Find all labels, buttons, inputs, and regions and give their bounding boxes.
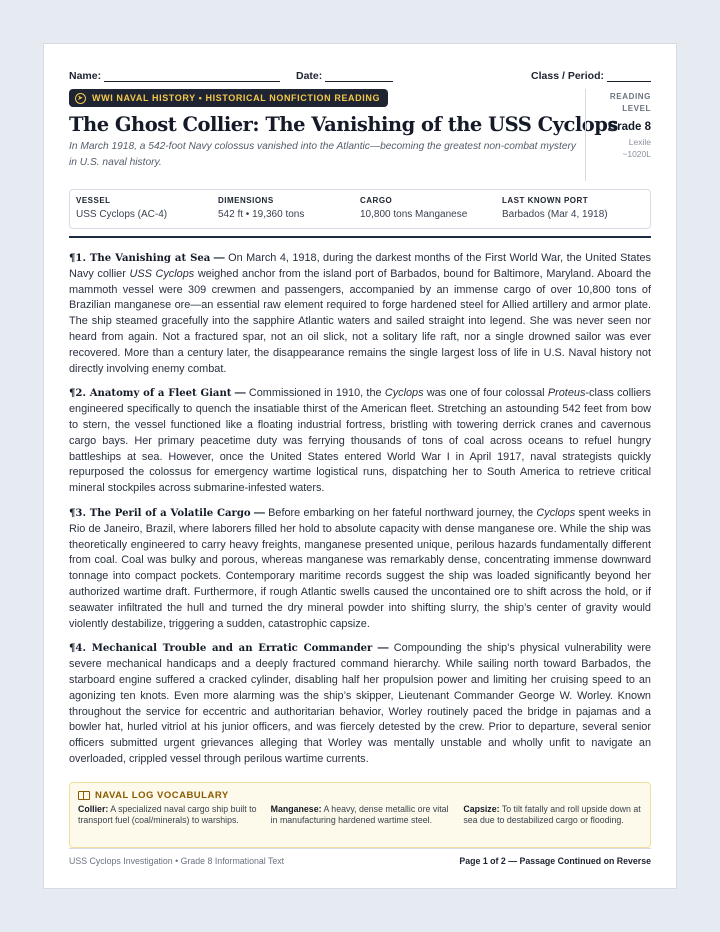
page-footer — [69, 848, 651, 868]
vocab-item-collier: Collier: A specialized naval cargo ship built to transport fuel (coal/minerals) to warships. — [78, 803, 257, 826]
worksheet-page — [43, 43, 677, 889]
passage-paragraph — [69, 641, 651, 767]
class-period-label: Class / Period: — [531, 70, 604, 82]
name-field[interactable] — [69, 70, 280, 82]
class-period-field[interactable] — [531, 70, 651, 82]
page-subtitle: In March 1918, a 542-foot Navy colossus vanished into the Atlantic—becoming the greatest non-combat mystery in U.S. naval history. — [69, 141, 576, 168]
italic-text: Cyclops — [384, 387, 424, 400]
heading-dash: — — [372, 642, 394, 655]
paragraph-heading: ¶4. Mechanical Trouble and an Erratic Commander — [69, 643, 373, 655]
paragraph-text: -class colliers engineered specifically to quench the insatiable thirst of the American fleet. Stretching an astounding 542 feet from bow to stern, the vessel functioned like a floating industrial fortress, bristling with towering derrick cranes and cavernous cargo bays. Her primary peacetime duty was ferrying thousands of tons of coal across oceans to refuel hungry battleships at sea. However, once the United States entered World War I in April 1917, naval strategists quickly repurposed the colossus for emergency wartime logistical runs, dispatching her to South America to retrieve critical mineral stockpiles across submarine-infested waters. — [69, 387, 651, 495]
lexile-value: ~1020L — [622, 149, 651, 159]
reading-level-label: READING LEVEL — [609, 92, 651, 113]
italic-text: Proteus — [547, 387, 586, 400]
passage-paragraph — [69, 251, 651, 377]
footer-right: Page 1 of 2 — Passage Continued on Reverse — [459, 856, 651, 866]
class-period-line[interactable] — [607, 71, 651, 82]
vocabulary-box — [69, 782, 651, 848]
header-divider — [69, 236, 651, 238]
passage-paragraph — [69, 506, 651, 632]
header — [69, 89, 651, 189]
heading-dash: — — [231, 387, 249, 400]
paragraph-heading: ¶2. Anatomy of a Fleet Giant — [69, 388, 232, 400]
genre-badge-text: WWI NAVAL HISTORY • HISTORICAL NONFICTION READING — [92, 93, 381, 103]
lexile-label: Lexile — [628, 137, 651, 147]
paragraph-text: was one of four colossal — [423, 387, 548, 400]
grade-level: Grade 8 — [608, 121, 651, 133]
date-field[interactable] — [296, 70, 393, 82]
book-icon — [78, 791, 90, 800]
passage-body — [69, 251, 651, 768]
vocabulary-list — [78, 804, 642, 827]
vocabulary-heading: NAVAL LOG VOCABULARY — [78, 790, 642, 801]
info-vessel: VESSEL USS Cyclops (AC-4) — [76, 196, 168, 220]
italic-text: Cyclops — [536, 506, 576, 519]
heading-dash: — — [210, 252, 229, 264]
heading-dash: — — [250, 506, 269, 519]
reading-level-panel — [585, 89, 651, 181]
paragraph-text: Before embarking on her fateful northward journey, the — [268, 506, 537, 519]
date-label: Date: — [296, 70, 323, 82]
footer-left: USS Cyclops Investigation • Grade 8 Informational Text — [69, 856, 285, 866]
name-label: Name: — [69, 70, 102, 82]
paragraph-text: spent weeks in Rio de Janeiro, Brazil, where laborers filled her hold to absolute capacity with dense manganese ore. While the ship was theoretically engineered to carry heavy freights, manganese presented unique, perilous hazards fundamentally different from coal. Coal was bulky and porous, whereas manganese was remarkably dense, concentrating immense downward tonnage into compact pockets. Contemporary maritime records suggest the ship was loaded significantly beyond her authorized wartime draft. Furthermore, if rough Atlantic swells caused the uncontained ore to shift across the hold, or if seawater infiltrated the hull and turned the dry mineral powder into shifting slurry, the ship’s center of gravity would violently destabilize, triggering a sudden, catastrophic capsize. — [69, 506, 651, 630]
paragraph-text: Commissioned in 1910, the — [248, 387, 385, 400]
paragraph-heading: ¶1. The Vanishing at Sea — [69, 253, 211, 264]
vocab-item-manganese: Manganese: A heavy, dense metallic ore vital in manufacturing hardened wartime steel. — [270, 803, 449, 826]
student-fields — [69, 68, 651, 86]
page-title: The Ghost Collier: The Vanishing of the USS Cyclops — [69, 113, 618, 136]
compass-icon: ➤ — [75, 93, 86, 104]
paragraph-text: Compounding the ship's physical vulnerability were severe mechanical handicaps and a deeply fractured command hierarchy. While sailing north toward Barbados, the starboard engine suffered a cracked cylinder, disabling half her propulsion power and limiting her cruising speed to an agonizing ten knots. Even more alarming was the ship’s skipper, Lieutenant Commander George W. Worley. Known throughout the service for eccentric and authoritarian behavior, Worley routinely paced the bridge in pajamas and a bowler hat, hurled vitriol at his junior officers, and was fiercely detested by the crew. Prior to departure, several senior officers submitted urgent grievances alleging that Worley was mentally unstable and wholly unfit to navigate an overloaded, crippled vessel through perilous wartime currents. — [69, 642, 652, 765]
vessel-info-bar — [69, 189, 651, 229]
info-cargo: CARGO 10,800 tons Manganese — [360, 196, 468, 220]
passage-paragraph — [69, 386, 651, 497]
paragraph-text: weighed anchor from the island port of Barbados, bound for Baltimore, Maryland. Aboard the mammoth vessel were 309 crewmen and passengers, accompanied by an immense cargo of over 10,800 tons of Brazilian manganese ore—an essential raw element required to forge hardened steel for Allied artillery and armor plate. The ship steamed gracefully into the sapphire Atlantic waters and sailed straight into legend. She was never seen nor heard from again. Not a fractured spar, not an oil slick, not a solitary life raft, nor a single drowned sailor was ever recovered. More than a century later, the disappearance remains the single largest loss of life in U.S. Naval history not directly involving enemy combat. — [69, 267, 652, 375]
info-last-port: LAST KNOWN PORT Barbados (Mar 4, 1918) — [502, 196, 608, 220]
paragraph-text: On March 4, 1918, during the darkest months of the First World War, the United States Navy collier — [69, 252, 651, 280]
name-line[interactable] — [104, 71, 280, 82]
italic-text: USS Cyclops — [129, 267, 195, 280]
vocab-item-capsize: Capsize: To tilt fatally and roll upside down at sea due to destabilized cargo or flooding. — [463, 803, 641, 826]
date-line[interactable] — [325, 71, 393, 82]
genre-badge — [69, 89, 388, 107]
info-dimensions: DIMENSIONS 542 ft • 19,360 tons — [218, 196, 305, 220]
paragraph-heading: ¶3. The Peril of a Volatile Cargo — [69, 507, 251, 519]
